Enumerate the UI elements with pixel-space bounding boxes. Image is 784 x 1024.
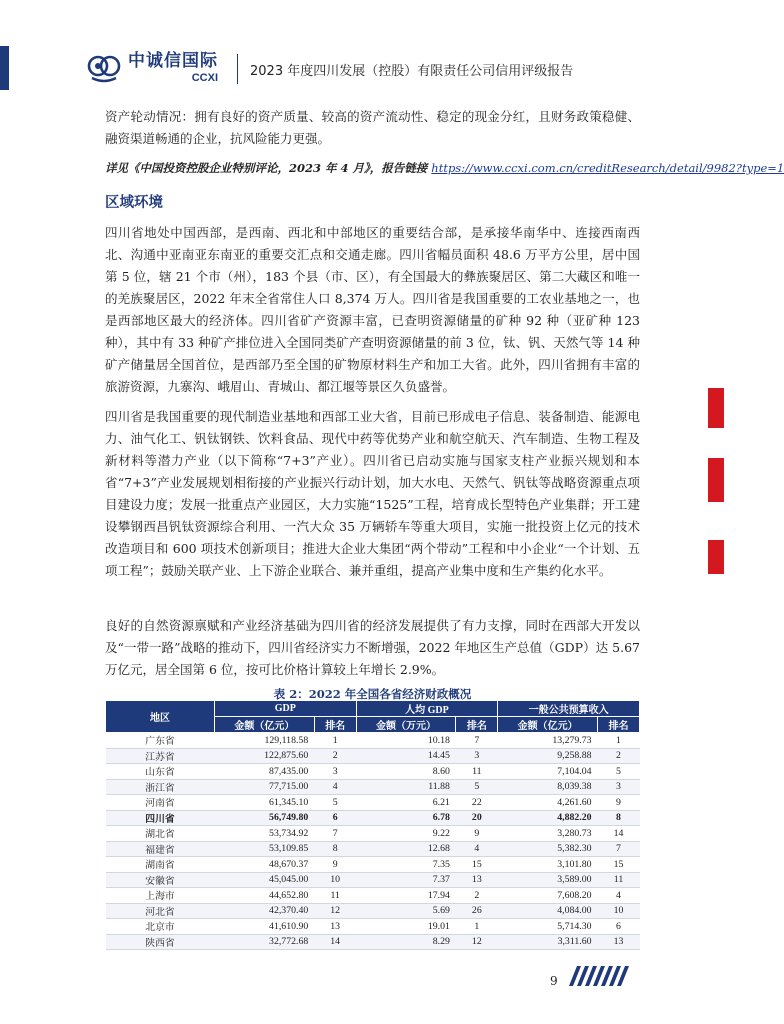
cell-gdp-amount: 87,435.00 [215, 764, 315, 780]
cell-gdp-rank: 1 [314, 733, 356, 749]
cell-pc-rank: 22 [456, 795, 498, 811]
cell-region: 湖北省 [106, 826, 215, 842]
cell-region: 福建省 [106, 841, 215, 857]
cell-budget-rank: 1 [598, 733, 640, 749]
table-row [106, 748, 640, 764]
cell-region: 山东省 [106, 764, 215, 780]
table-row [106, 779, 640, 795]
cell-pc-amount: 9.22 [356, 826, 456, 842]
region-paragraph-3: 良好的自然资源禀赋和产业经济基础为四川省的经济发展提供了有力支撑，同时在西部大开发以及“一带一路”战略的推动下，四川省经济实力不断增强，2022 年地区生产总值（GDP）达 5.67 万亿元，居全国第 6 位，按可比价格计算较上年增长 2.9%。 [105, 618, 640, 677]
cell-gdp-amount: 32,772.68 [215, 934, 315, 950]
cell-gdp-rank: 2 [314, 748, 356, 764]
header-pc-rank: 排名 [456, 717, 498, 733]
logo-chinese-name: 中诚信国际 [128, 50, 218, 71]
cell-pc-amount: 8.60 [356, 764, 456, 780]
cell-budget-amount: 4,261.60 [498, 795, 598, 811]
cell-pc-rank: 1 [456, 919, 498, 935]
cell-budget-rank: 7 [598, 841, 640, 857]
reference-link[interactable]: https://www.ccxi.com.cn/creditResearch/detail/9982?type=1 [431, 161, 784, 175]
region-paragraph-2: 四川省是我国重要的现代制造业基地和西部工业大省，目前已形成电子信息、装备制造、能源电力、油气化工、钒钛钢铁、饮料食品、现代中药等优势产业和航空航天、汽车制造、生物工程及新材料等潜力产业（以下简称“7+3”产业）。四川省已启动实施与国家支柱产业振兴规划和本省“7+3”产业发展规划相衔接的产业振兴行动计划，加大水电、天然气、钒钛等战略资源重点项目建设力度；发展一批重点产业园区，大力实施“1525”工程，培育成长型特色产业集群；开工建设攀钢西昌钒钛资源综合利用、一汽大众 35 万辆轿车等重大项目，实施一批投资上亿元的技术改造项目和 600 项技术创新项目；推进大企业大集团“两个带动”工程和中小企业“一个计划、五项工程”；鼓励关联产业、上下游企业联合、兼并重组，提高产业集中度和生产集约化水平。 [105, 409, 640, 578]
reference-text: 详见《中国投资控股企业特别评论，2023 年 4 月》，报告链接 [105, 161, 428, 175]
cell-pc-amount: 12.68 [356, 841, 456, 857]
cell-budget-amount: 8,039.38 [498, 779, 598, 795]
cell-region: 湖南省 [106, 857, 215, 873]
cell-region: 广东省 [106, 733, 215, 749]
cell-gdp-rank: 8 [314, 841, 356, 857]
cell-pc-rank: 3 [456, 748, 498, 764]
cell-gdp-amount: 45,045.00 [215, 872, 315, 888]
cell-pc-rank: 13 [456, 872, 498, 888]
cell-budget-amount: 13,279.73 [498, 733, 598, 749]
cell-budget-rank: 3 [598, 779, 640, 795]
cell-pc-amount: 6.21 [356, 795, 456, 811]
cell-gdp-rank: 14 [314, 934, 356, 950]
footer-stripes [565, 966, 635, 986]
reference-line [105, 160, 784, 176]
header-per-capita-gdp: 人均 GDP [356, 701, 498, 717]
cell-pc-rank: 20 [456, 810, 498, 826]
cell-pc-rank: 12 [456, 934, 498, 950]
cell-pc-amount: 5.69 [356, 903, 456, 919]
cell-gdp-amount: 53,109.85 [215, 841, 315, 857]
cell-gdp-rank: 6 [314, 810, 356, 826]
intro-paragraph: 资产轮动情况：拥有良好的资产质量、较高的资产流动性、稳定的现金分红，且财务政策稳健、融资渠道畅通的企业，抗风险能力更强。 [105, 109, 640, 146]
cell-pc-amount: 6.78 [356, 810, 456, 826]
header-pc-amount: 金额（万元） [356, 717, 456, 733]
cell-pc-amount: 8.29 [356, 934, 456, 950]
table-row [106, 857, 640, 873]
cell-pc-amount: 10.18 [356, 733, 456, 749]
cell-pc-amount: 7.37 [356, 872, 456, 888]
cell-pc-rank: 2 [456, 888, 498, 904]
cell-region: 四川省 [106, 810, 215, 826]
cell-budget-amount: 7,104.04 [498, 764, 598, 780]
table-row [106, 919, 640, 935]
cell-region: 江苏省 [106, 748, 215, 764]
cell-budget-rank: 13 [598, 934, 640, 950]
header-budget-revenue: 一般公共预算收入 [498, 701, 640, 717]
cell-pc-amount: 14.45 [356, 748, 456, 764]
cell-gdp-rank: 9 [314, 857, 356, 873]
cell-region: 河北省 [106, 903, 215, 919]
cell-budget-amount: 4,882.20 [498, 810, 598, 826]
table-row [106, 795, 640, 811]
cell-budget-rank: 11 [598, 872, 640, 888]
seal-fragment-2 [708, 458, 724, 502]
cell-region: 河南省 [106, 795, 215, 811]
table-row [106, 810, 640, 826]
cell-budget-amount: 3,311.60 [498, 934, 598, 950]
cell-pc-rank: 15 [456, 857, 498, 873]
cell-pc-rank: 7 [456, 733, 498, 749]
cell-region: 安徽省 [106, 872, 215, 888]
table-row [106, 903, 640, 919]
cell-gdp-amount: 77,715.00 [215, 779, 315, 795]
cell-pc-rank: 5 [456, 779, 498, 795]
cell-budget-amount: 5,714.30 [498, 919, 598, 935]
province-economy-table [105, 700, 640, 950]
cell-budget-rank: 15 [598, 857, 640, 873]
cell-gdp-amount: 61,345.10 [215, 795, 315, 811]
cell-gdp-amount: 44,652.80 [215, 888, 315, 904]
cell-budget-rank: 2 [598, 748, 640, 764]
cell-gdp-rank: 13 [314, 919, 356, 935]
region-paragraph-1: 四川省地处中国西部，是西南、西北和中部地区的重要结合部，是承接华南华中、连接西南西北、沟通中亚南亚东南亚的重要交汇点和交通走廊。四川省幅员面积 48.6 万平方公里，居中国第 5 位，辖 21 个市（州），183 个县（市、区），有全国最大的彝族聚居区、第二大藏区和唯一的羌族聚居区，2022 年末全省常住人口 8,374 万人。四川省是我国重要的工农业基地之一，也是西部地区最大的经济体。四川省矿产资源丰富，已查明资源储量的矿种 92 种（亚矿种 123 种），其中有 33 种矿产排位进入全国同类矿产查明资源储量的前 3 位，钛、钒、天然气等 14 种矿产储量居全国首位，是西部乃至全国的矿物原材料生产和加工大省。此外，四川省拥有丰富的旅游资源，九寨沟、峨眉山、青城山、都江堰等景区久负盛誉。 [105, 225, 640, 394]
logo-english-name: CCXI [191, 71, 218, 84]
cell-region: 上海市 [106, 888, 215, 904]
cell-budget-rank: 14 [598, 826, 640, 842]
report-title: 2023 年度四川发展（控股）有限责任公司信用评级报告 [250, 64, 574, 79]
cell-gdp-amount: 56,749.80 [215, 810, 315, 826]
table-row [106, 872, 640, 888]
table-row [106, 934, 640, 950]
ccxi-logo [86, 52, 218, 84]
cell-budget-amount: 3,280.73 [498, 826, 598, 842]
page-number: 9 [550, 974, 558, 988]
header-budget-rank: 排名 [598, 717, 640, 733]
table-row [106, 764, 640, 780]
cell-budget-amount: 7,608.20 [498, 888, 598, 904]
header-accent-bar [0, 46, 9, 90]
cell-gdp-rank: 4 [314, 779, 356, 795]
cell-gdp-amount: 122,875.60 [215, 748, 315, 764]
ccxi-logo-icon [86, 52, 122, 84]
cell-gdp-rank: 5 [314, 795, 356, 811]
cell-gdp-rank: 10 [314, 872, 356, 888]
cell-budget-rank: 6 [598, 919, 640, 935]
cell-pc-amount: 7.35 [356, 857, 456, 873]
cell-gdp-rank: 3 [314, 764, 356, 780]
table-row [106, 841, 640, 857]
cell-budget-amount: 4,084.00 [498, 903, 598, 919]
cell-budget-amount: 5,382.30 [498, 841, 598, 857]
cell-gdp-rank: 12 [314, 903, 356, 919]
cell-budget-amount: 3,589.00 [498, 872, 598, 888]
cell-budget-rank: 4 [598, 888, 640, 904]
table-caption: 表 2：2022 年全国各省经济财政概况 [273, 687, 472, 701]
cell-pc-amount: 17.94 [356, 888, 456, 904]
header-gdp-rank: 排名 [314, 717, 356, 733]
cell-budget-rank: 9 [598, 795, 640, 811]
cell-gdp-amount: 129,118.58 [215, 733, 315, 749]
cell-region: 陕西省 [106, 934, 215, 950]
cell-region: 北京市 [106, 919, 215, 935]
cell-budget-amount: 3,101.80 [498, 857, 598, 873]
cell-gdp-amount: 42,370.40 [215, 903, 315, 919]
table-row [106, 888, 640, 904]
section-heading: 区域环境 [105, 195, 163, 211]
header-gdp: GDP [215, 701, 357, 717]
header-gdp-amount: 金额（亿元） [215, 717, 315, 733]
cell-region: 浙江省 [106, 779, 215, 795]
cell-gdp-amount: 41,610.90 [215, 919, 315, 935]
cell-pc-rank: 26 [456, 903, 498, 919]
table-row [106, 826, 640, 842]
header-region: 地区 [106, 701, 215, 733]
cell-budget-rank: 8 [598, 810, 640, 826]
cell-gdp-amount: 53,734.92 [215, 826, 315, 842]
cell-pc-amount: 19.01 [356, 919, 456, 935]
cell-gdp-rank: 7 [314, 826, 356, 842]
cell-budget-rank: 10 [598, 903, 640, 919]
table-row [106, 733, 640, 749]
seal-fragment-1 [708, 388, 724, 428]
cell-pc-rank: 4 [456, 841, 498, 857]
cell-gdp-rank: 11 [314, 888, 356, 904]
cell-pc-amount: 11.88 [356, 779, 456, 795]
cell-gdp-amount: 48,670.37 [215, 857, 315, 873]
cell-pc-rank: 9 [456, 826, 498, 842]
cell-pc-rank: 11 [456, 764, 498, 780]
cell-budget-rank: 5 [598, 764, 640, 780]
cell-budget-amount: 9,258.88 [498, 748, 598, 764]
header-budget-amount: 金额（亿元） [498, 717, 598, 733]
header-divider [237, 54, 238, 84]
seal-fragment-3 [708, 540, 724, 574]
